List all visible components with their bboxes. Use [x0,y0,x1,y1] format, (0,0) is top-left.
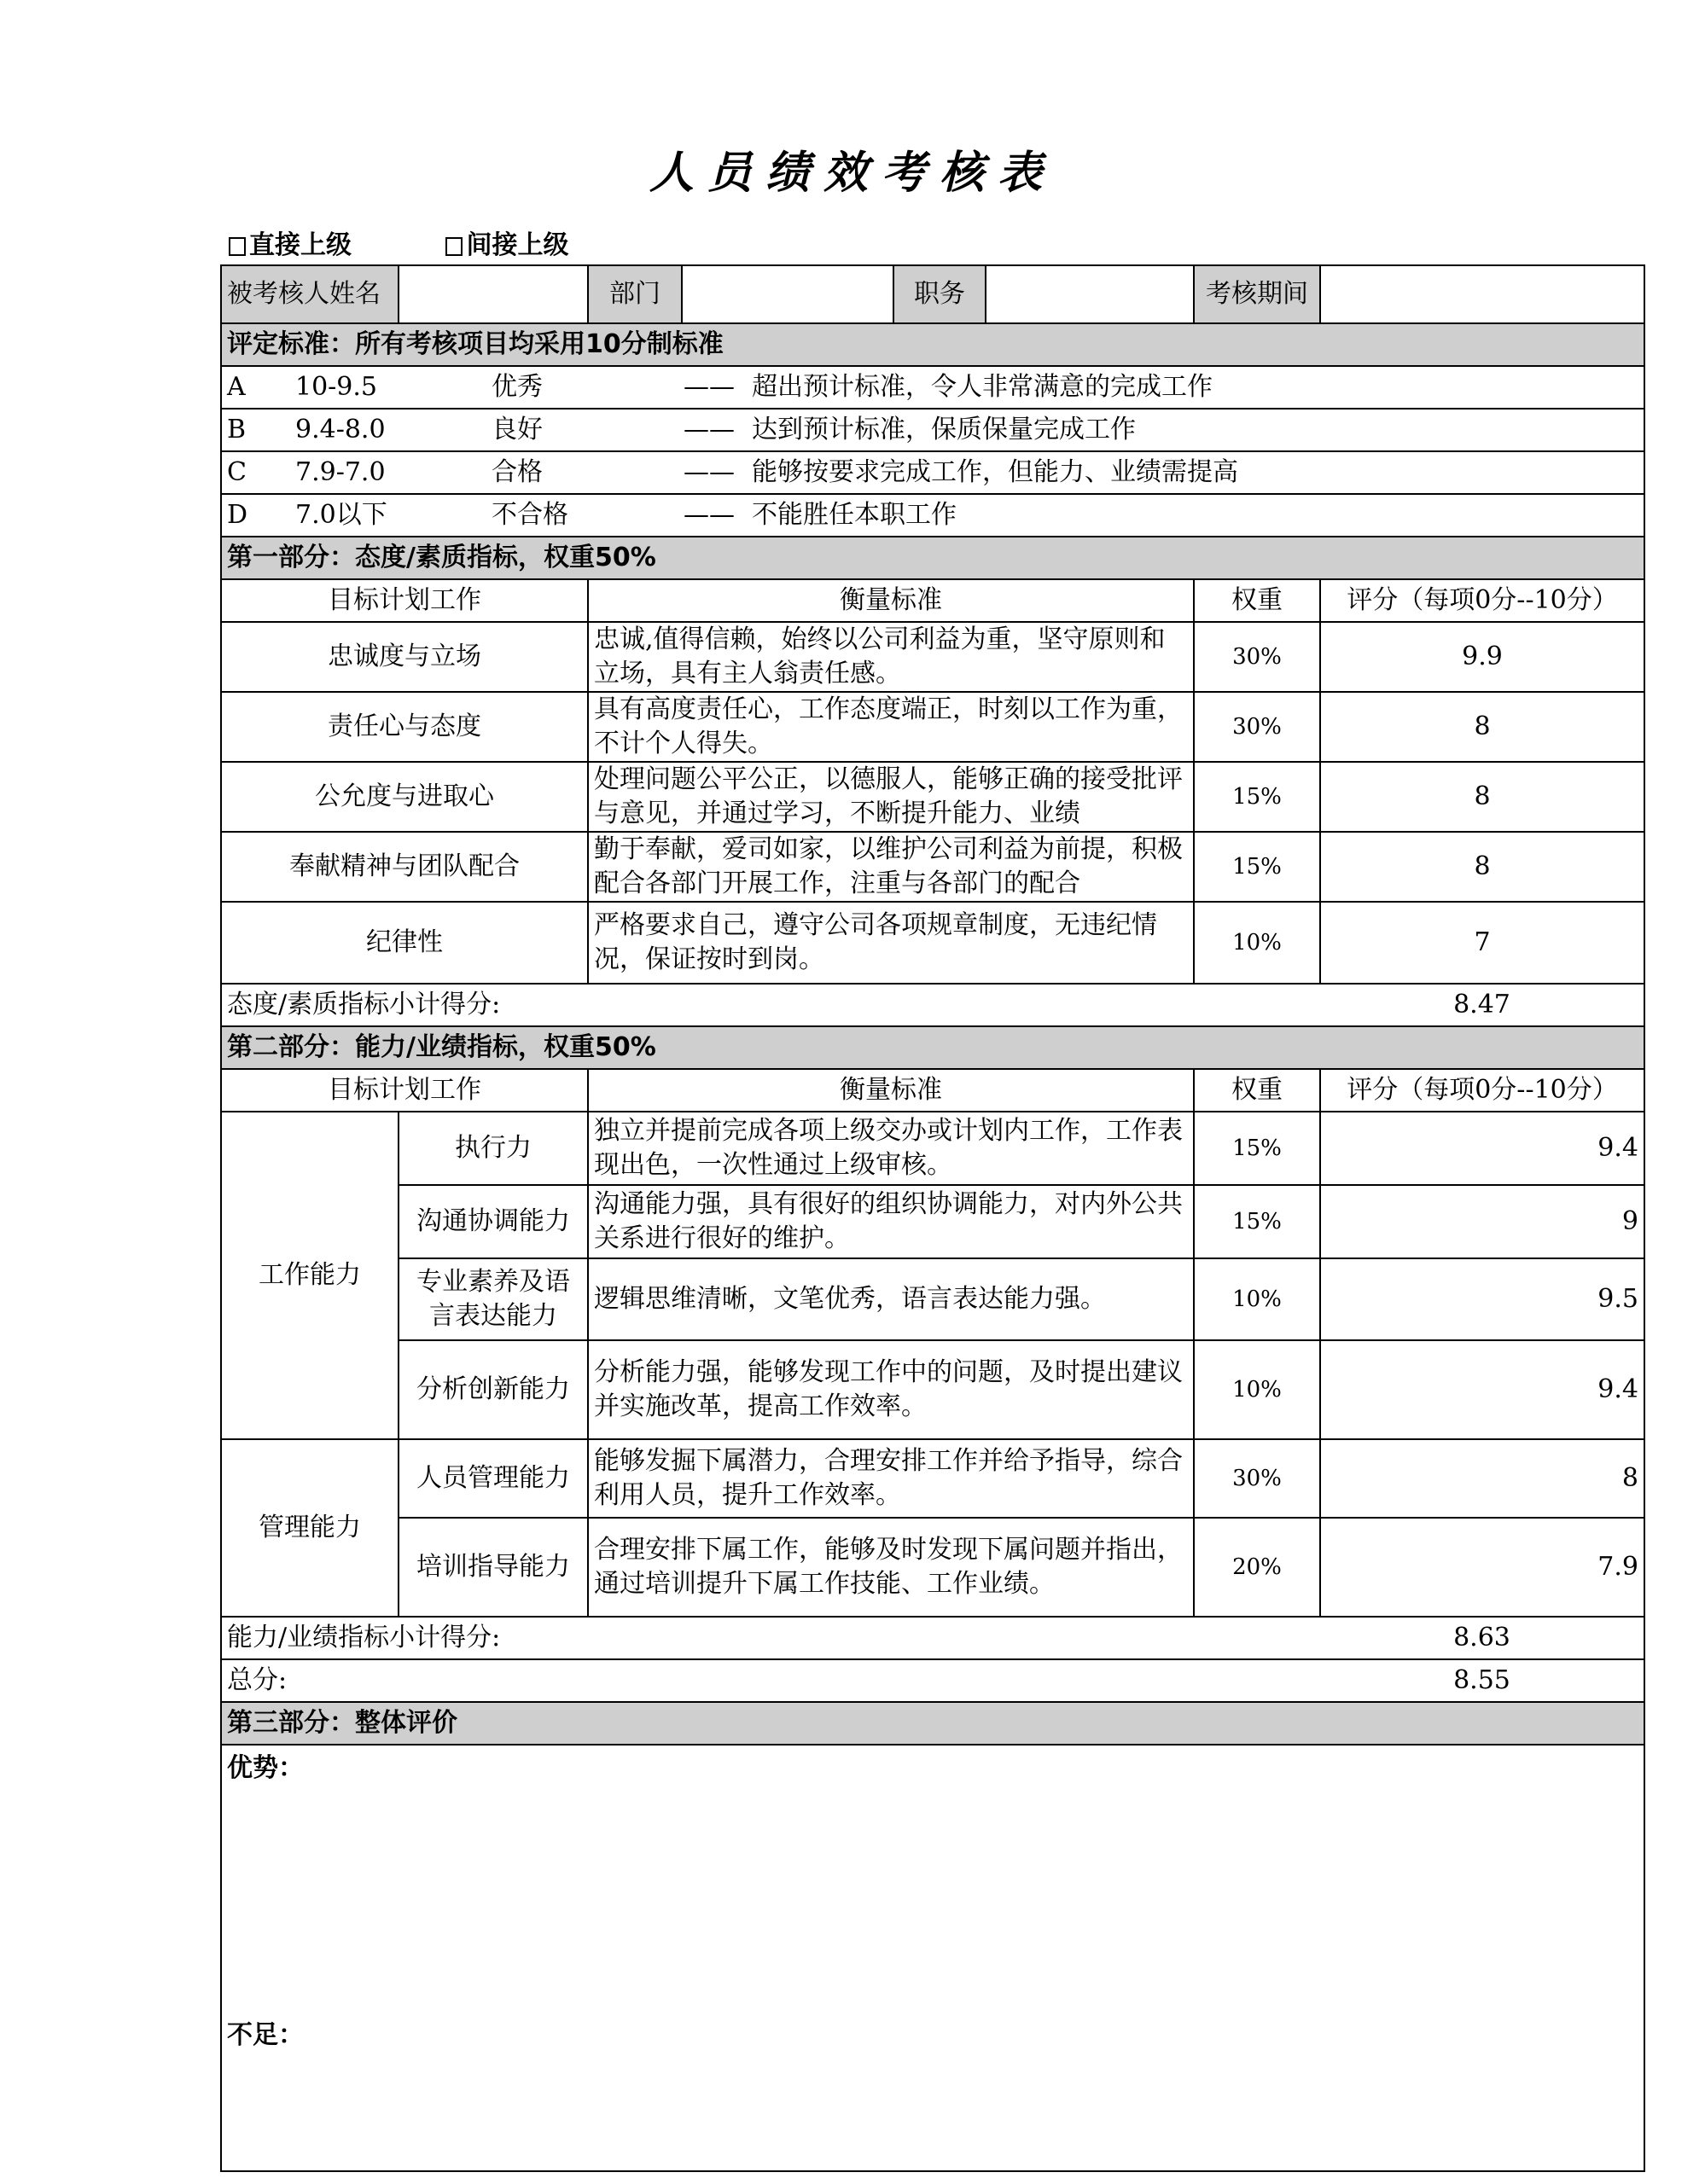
evaluation-table [220,264,1645,2172]
subtotal-label: 态度/素质指标小计得分: [221,984,1320,1026]
grade-desc: 不能胜任本职工作 [752,500,957,530]
dash: —— [684,500,735,530]
item-score[interactable]: 9.4 [1320,1340,1644,1439]
checkbox-direct-supervisor[interactable]: 直接上级 [229,224,352,261]
criteria-heading: 评定标准：所有考核项目均采用10分制标准 [221,323,1644,366]
table-row [221,622,1644,692]
strengths-label: 优势： [227,1753,304,1783]
item-score[interactable]: 9.5 [1320,1258,1644,1340]
col-item: 目标计划工作 [221,1069,588,1112]
checkbox-icon[interactable] [229,237,246,256]
grade: B [227,415,247,444]
item-standard: 忠诚,值得信赖，始终以公司利益为重，坚守原则和立场，具有主人翁责任感。 [588,622,1194,692]
table-row [221,1518,1644,1617]
item-name: 沟通协调能力 [399,1185,588,1258]
item-name: 纪律性 [221,902,588,984]
item-name: 责任心与态度 [221,692,588,762]
part2-column-headers [221,1069,1644,1112]
part3-heading: 第三部分：整体评价 [221,1702,1644,1745]
item-weight: 10% [1194,1258,1320,1340]
item-weight: 20% [1194,1518,1320,1617]
item-standard: 逻辑思维清晰，文笔优秀，语言表达能力强。 [588,1258,1194,1340]
subtotal-value: 8.63 [1320,1617,1644,1659]
table-row [221,762,1644,832]
name-label: 被考核人姓名 [221,265,399,323]
item-standard: 合理安排下属工作，能够及时发现下属问题并指出，通过培训提升下属工作技能、工作业绩。 [588,1518,1194,1617]
item-weight: 10% [1194,902,1320,984]
grade-label: 不合格 [492,500,568,530]
group-name: 管理能力 [221,1439,399,1617]
table-row [221,902,1644,984]
grade-desc: 超出预计标准，令人非常满意的完成工作 [752,372,1213,402]
group-name: 工作能力 [221,1112,399,1439]
item-standard: 处理问题公平公正，以德服人，能够正确的接受批评与意见，并通过学习，不断提升能力、业绩 [588,762,1194,832]
range: 7.0以下 [295,500,387,530]
grade-label: 合格 [492,457,543,487]
col-score: 评分（每项0分--10分） [1320,1069,1644,1112]
checkbox-indirect-supervisor[interactable]: 间接上级 [445,224,568,261]
dept-field[interactable] [682,265,893,323]
item-name: 人员管理能力 [399,1439,588,1518]
item-score[interactable]: 8 [1320,832,1644,902]
grade-label: 良好 [492,415,543,444]
grade: C [227,457,247,487]
item-weight: 30% [1194,692,1320,762]
item-score[interactable]: 8 [1320,1439,1644,1518]
period-label: 考核期间 [1194,265,1320,323]
total-value: 8.55 [1320,1659,1644,1702]
part2-heading: 第二部分：能力/业绩指标，权重50% [221,1026,1644,1069]
grade: D [227,500,248,530]
period-field[interactable] [1320,265,1644,323]
name-field[interactable] [399,265,588,323]
checkbox-icon[interactable] [445,237,463,256]
part1-heading: 第一部分：态度/素质指标，权重50% [221,537,1644,579]
strengths-area[interactable] [221,1745,1644,2019]
criteria-row [221,494,1644,537]
item-name: 执行力 [399,1112,588,1185]
criteria-row [221,409,1644,451]
dash: —— [684,457,735,487]
dash: —— [684,415,735,444]
item-name: 分析创新能力 [399,1340,588,1439]
item-name: 培训指导能力 [399,1518,588,1617]
col-standard: 衡量标准 [588,579,1194,622]
item-name: 奉献精神与团队配合 [221,832,588,902]
item-score[interactable]: 8 [1320,762,1644,832]
col-standard: 衡量标准 [588,1069,1194,1112]
range: 10-9.5 [295,372,378,402]
page-title: 人员绩效考核表 [649,147,1056,199]
range: 7.9-7.0 [295,457,386,487]
item-standard: 独立并提前完成各项上级交办或计划内工作，工作表现出色，一次性通过上级审核。 [588,1112,1194,1185]
item-name: 公允度与进取心 [221,762,588,832]
item-weight: 10% [1194,1340,1320,1439]
item-score[interactable]: 7 [1320,902,1644,984]
weaknesses-area[interactable] [221,2019,1644,2171]
item-weight: 15% [1194,762,1320,832]
subtotal-value: 8.47 [1320,984,1644,1026]
table-row [221,692,1644,762]
grade: A [227,372,246,402]
table-row [221,1340,1644,1439]
table-row [221,832,1644,902]
item-name: 忠诚度与立场 [221,622,588,692]
table-row [221,1258,1644,1340]
item-score[interactable]: 9.9 [1320,622,1644,692]
item-weight: 15% [1194,832,1320,902]
criteria-row [221,366,1644,409]
col-item: 目标计划工作 [221,579,588,622]
grade-desc: 达到预计标准，保质保量完成工作 [752,415,1136,444]
item-weight: 15% [1194,1112,1320,1185]
col-weight: 权重 [1194,579,1320,622]
criteria-row [221,451,1644,494]
item-name: 专业素养及语言表达能力 [399,1258,588,1340]
item-standard: 具有高度责任心，工作态度端正，时刻以工作为重，不计个人得失。 [588,692,1194,762]
item-standard: 分析能力强，能够发现工作中的问题，及时提出建议并实施改革，提高工作效率。 [588,1340,1194,1439]
position-field[interactable] [986,265,1194,323]
part1-column-headers [221,579,1644,622]
total-label: 总分: [221,1659,1320,1702]
weaknesses-label: 不足： [227,2020,304,2050]
col-score: 评分（每项0分--10分） [1320,579,1644,622]
item-weight: 30% [1194,622,1320,692]
total-row [221,1659,1644,1702]
grade-desc: 能够按要求完成工作，但能力、业绩需提高 [752,457,1238,487]
table-row [221,1185,1644,1258]
col-weight: 权重 [1194,1069,1320,1112]
dept-label: 部门 [588,265,682,323]
dash: —— [684,372,735,402]
item-standard: 能够发掘下属潜力，合理安排工作并给予指导，综合利用人员，提升工作效率。 [588,1439,1194,1518]
subtotal-label: 能力/业绩指标小计得分: [221,1617,1320,1659]
grade-label: 优秀 [492,372,543,402]
supervisor-checkboxes [229,224,568,261]
item-standard: 勤于奉献，爱司如家，以维护公司利益为前提，积极配合各部门开展工作，注重与各部门的配合 [588,832,1194,902]
item-weight: 30% [1194,1439,1320,1518]
item-standard: 沟通能力强，具有很好的组织协调能力，对内外公共关系进行很好的维护。 [588,1185,1194,1258]
item-score[interactable]: 9 [1320,1185,1644,1258]
table-row [221,1112,1644,1185]
item-score[interactable]: 7.9 [1320,1518,1644,1617]
position-label: 职务 [893,265,986,323]
item-score[interactable]: 8 [1320,692,1644,762]
part2-subtotal-row [221,1617,1644,1659]
part1-subtotal-row [221,984,1644,1026]
item-standard: 严格要求自己，遵守公司各项规章制度，无违纪情况，保证按时到岗。 [588,902,1194,984]
info-row [221,265,1644,323]
item-score[interactable]: 9.4 [1320,1112,1644,1185]
item-weight: 15% [1194,1185,1320,1258]
table-row [221,1439,1644,1518]
range: 9.4-8.0 [295,415,386,444]
